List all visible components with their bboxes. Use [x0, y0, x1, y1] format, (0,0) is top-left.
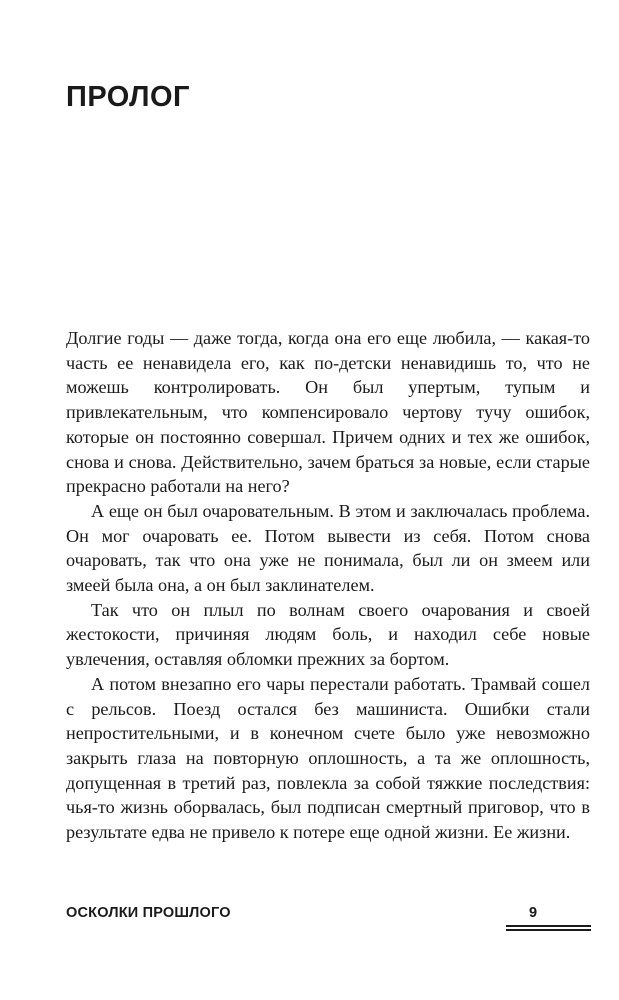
paragraph-4: А потом внезапно его чары перестали работать. Трамвай сошел с рельсов. Поезд остался без машиниста. Ошибки стали непростительными, и в конечном счете было уже невозможно закрыть глаза на повторную оплошность, а та же оплошность, допущенная в третий раз, повлекла за собой тяжкие последствия: чья-то жизнь оборвалась, был подписан смертный приговор, что в результате едва не привело к потере еще одной жизни. Ее жизни. — [66, 673, 590, 843]
chapter-title: ПРОЛОГ — [66, 81, 190, 113]
body-text — [66, 326, 590, 845]
running-footer — [66, 903, 591, 933]
footer-book-title: ОСКОЛКИ ПРОШЛОГО — [66, 905, 231, 921]
paragraph-1: Долгие годы — даже тогда, когда она его еще любила, — какая-то часть ее ненавидела его, как по-детски ненавидишь то, что не можешь контролировать. Он был упертым, тупым и привлекательным, что компенсировало чертову тучу ошибок, которые он постоянно совершал. Причем одних и тех же ошибок, снова и снова. Действительно, зачем браться за новые, если старые прекрасно работали на него? — [66, 328, 590, 497]
footer-rule-bottom — [506, 929, 591, 931]
footer-rule-top — [506, 925, 591, 927]
paragraph-3: Так что он плыл по волнам своего очарования и своей жестокости, причиняя людям боль, и находил себе новые увлечения, оставляя обломки прежних за бортом. — [66, 599, 590, 670]
paragraph-2: А еще он был очаровательным. В этом и заключалась проблема. Он мог очаровать ее. Потом вывести из себя. Потом снова очаровать, так что она уже не понимала, был ли он змеем или змеей была она, а он был заклинателем. — [66, 500, 590, 596]
page-number: 9 — [529, 905, 538, 921]
